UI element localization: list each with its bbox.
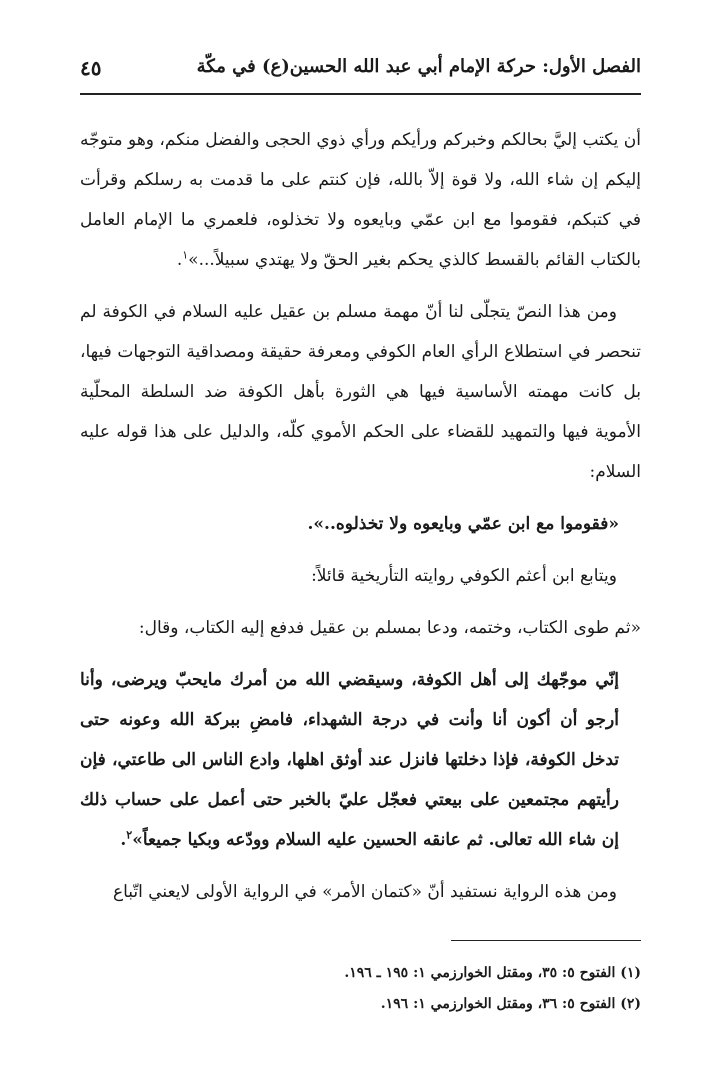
- paragraph-1-text: أن يكتب إليَّ بحالكم وخبركم ورأيكم ورأي ذوي الحجى والفضل منكم، وهو متوجّه إليكم إن شاء الله، ولا قوة إلاّ بالله، فإن كنتم على ما قدمت به رسلكم وقرأت في كتبكم، فقوموا مع ابن عمّي وبايعوه ولا تخذلوه، فلعمري ما الإمام العامل بالكتاب القائم بالقسط كالذي يحكم بغير الحقّ ولا يهتدي سبيلاً...»: [80, 130, 641, 270]
- page-header: [80, 52, 641, 92]
- running-title: الفصل الأول: حركة الإمام أبي عبد الله الحسين(ع) في مكّة: [196, 56, 641, 77]
- footnote-ref-2: ٢: [126, 828, 133, 842]
- footnote-2: (٢) الفتوح ٥: ٣٦، ومقتل الخوارزمي ١: ١٩٦.: [380, 996, 641, 1012]
- footnote-ref-1: ١: [182, 248, 189, 262]
- paragraph-1: أن يكتب إليَّ بحالكم وخبركم ورأيكم ورأي ذوي الحجى والفضل منكم، وهو متوجّه إليكم إن شاء الله، ولا قوة إلاّ بالله، فإن كنتم على ما قدمت به رسلكم وقرأت في كتبكم، فقوموا مع ابن عمّي وبايعوه ولا تخذلوه، فلعمري ما الإمام العامل بالكتاب القائم بالقسط كالذي يحكم بغير الحقّ ولا يهتدي سبيلاً...»$^١$.: [80, 130, 641, 270]
- footnote-rule: [451, 940, 641, 941]
- footnote-1: (١) الفتوح ٥: ٣٥، ومقتل الخوارزمي ١: ١٩٥ ـ ١٩٦.: [344, 965, 641, 981]
- page-number: ٤٥: [80, 56, 102, 80]
- paragraph-3: ويتابع ابن أعثم الكوفي روايته التأريخية قائلاً:: [311, 566, 617, 586]
- paragraph-2: ومن هذا النصّ يتجلّى لنا أنّ مهمة مسلم بن عقيل عليه السلام في الكوفة لم تنحصر في استطلاع الرأي العام الكوفي ومعرفة حقيقة ومصداقية التوجهات فيها، بل كانت مهمته الأساسية فيها هي الثورة بأهل الكوفة ضد السلطة المحلّية الأموية فيها والتمهيد للقضاء على الحكم الأموي كلّه، والدليل على هذا قوله عليه السلام:: [80, 302, 641, 482]
- header-rule: [80, 93, 641, 95]
- quote-2-text: إنّي موجّهك إلى أهل الكوفة، وسيقضي الله من أمرك مايحبّ ويرضى، وأنا أرجو أن أكون أنا وأنت في درجة الشهداء، فامضِ ببركة الله وعونه حتى تدخل الكوفة، فإذا دخلتها فانزل عند أوثق اهلها، وادع الناس الى طاعتي، فإن رأيتهم مجتمعين على بيعتي فعجّل عليّ بالخبر حتى أعمل على حساب ذلك إن شاء الله تعالى. ثم عانقه الحسين عليه السلام وودّعه وبكيا جميعاً»: [80, 670, 619, 850]
- quote-1: «فقوموا مع ابن عمّي وبايعوه ولا تخذلوه..».: [307, 514, 619, 534]
- main-text: [80, 120, 641, 924]
- footnotes: [80, 958, 641, 1020]
- paragraph-4: «ثم طوى الكتاب، وختمه، ودعا بمسلم بن عقيل فدفع إليه الكتاب، وقال:: [138, 618, 641, 638]
- quote-2: إنّي موجّهك إلى أهل الكوفة، وسيقضي الله من أمرك مايحبّ ويرضى، وأنا أرجو أن أكون أنا وأنت في درجة الشهداء، فامضِ ببركة الله وعونه حتى تدخل الكوفة، فإذا دخلتها فانزل عند أوثق اهلها، وادع الناس الى طاعتي، فإن رأيتهم مجتمعين على بيعتي فعجّل عليّ بالخبر حتى أعمل على حساب ذلك إن شاء الله تعالى. ثم عانقه الحسين عليه السلام وودّعه وبكيا جميعاً»$^٢$.: [80, 670, 619, 850]
- paragraph-5: ومن هذه الرواية نستفيد أنّ «كتمان الأمر» في الرواية الأولى لايعني اتّباع: [112, 882, 617, 902]
